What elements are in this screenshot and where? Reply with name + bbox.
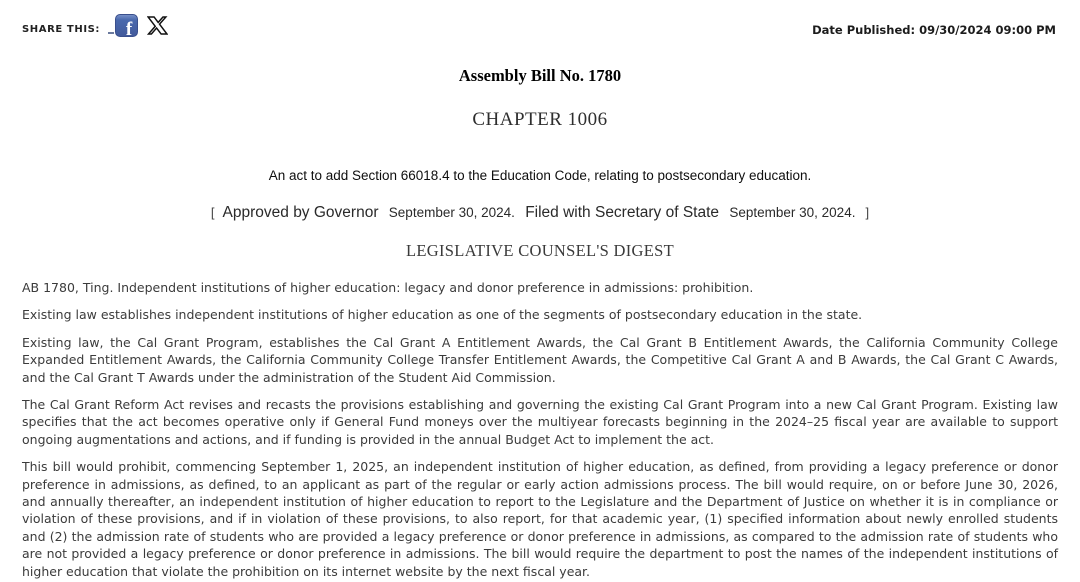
approval-line [0, 204, 1080, 222]
digest-paragraph: Existing law, the Cal Grant Program, establishes the Cal Grant A Entitlement Awards, the Cal Grant B Entitlement Awards, the California Community College Expanded Entitlement Awards, the California Community College Transfer Entitlement Awards, the Competitive Cal Grant A and B Awards, the Cal Grant C Awards, and the Cal Grant T Awards under the administration of the Student Aid Commission. [22, 334, 1058, 385]
filed-with-secretary-text: Filed with Secretary of State [525, 204, 720, 221]
svg-text:f: f [125, 19, 133, 37]
facebook-share-button[interactable] [108, 14, 138, 37]
close-bracket: ] [865, 205, 870, 220]
open-bracket: [ [210, 205, 215, 220]
x-twitter-icon [147, 15, 168, 36]
digest-paragraph: Existing law establishes independent institutions of higher education as one of the segments of postsecondary education in the state. [22, 307, 863, 323]
share-links [108, 14, 168, 37]
share-this-section [22, 14, 168, 37]
approved-date: September 30, 2024. [388, 205, 515, 220]
filed-date: September 30, 2024. [729, 205, 856, 220]
share-this-label: SHARE THIS: [22, 24, 101, 35]
x-share-button[interactable] [147, 15, 168, 37]
digest-paragraph: AB 1780, Ting. Independent institutions of higher education: legacy and donor preference in admissions: prohibition. [22, 280, 754, 295]
act-summary: An act to add Section 66018.4 to the Education Code, relating to postsecondary education. [268, 168, 812, 183]
legislative-counsels-digest-heading: LEGISLATIVE COUNSEL'S DIGEST [405, 241, 675, 260]
digest-paragraph: The Cal Grant Reform Act revises and recasts the provisions establishing and governing the existing Cal Grant Program into a new Cal Grant Program. Existing law specifies that the act becomes operative only if General Fund moneys over the multiyear forecasts beginning in the 2024–25 fiscal year are available to support ongoing augmentations and actions, and if funding is provided in the annual Budget Act to implement the act. [22, 397, 1058, 447]
bill-title: Assembly Bill No. 1780 [458, 66, 622, 85]
top-bar [0, 0, 1080, 37]
facebook-icon [115, 14, 138, 37]
link-underline [108, 32, 114, 34]
chapter-heading: CHAPTER 1006 [472, 109, 608, 130]
approved-by-governor-text: Approved by Governor [222, 204, 379, 221]
date-published: Date Published: 09/30/2024 09:00 PM [812, 23, 1056, 37]
digest-paragraph: This bill would prohibit, commencing September 1, 2025, an independent institution of higher education, as defined, from providing a legacy preference or donor preference in admissions, as defined, to an applicant as part of the regular or early action admissions process. The bill would require, on or before June 30, 2026, and annually thereafter, an independent institution of higher education to report to the Legislature and the Department of Justice on whether it is in compliance or violation of these provisions, and if in violation of these provisions, to also report, for that academic year, (1) specified information about newly enrolled students and (2) the admission rate of students who are provided a legacy preference or donor preference in admissions, as compared to the admission rate of students who are not provided a legacy preference or donor preference in admissions. The bill would require the department to post the names of the independent institutions of higher education that violate the prohibition on its internet website by the next fiscal year. [22, 459, 1058, 579]
digest-body [0, 279, 1080, 580]
